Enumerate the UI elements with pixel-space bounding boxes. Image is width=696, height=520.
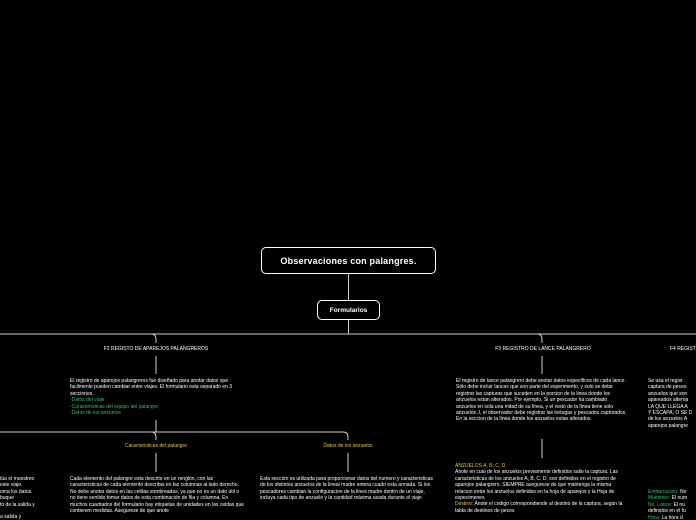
f4-items bbox=[648, 489, 696, 520]
f4-item-text: La hora d bbox=[661, 514, 683, 520]
f2-sub-anzuelos-text: Esta sección es utilizada para proporcionar datos del numero y caracteristicas de los distintos anzuelos de la lineal madre entera cuado esta armada. Si los pescadores cambian la configuracion de la linea madre dentro de un viaje, incluya cada tipo de anzuelo y la cantidad máxima usada durante el viaje bbox=[260, 476, 433, 502]
f4-item-label: Hora: bbox=[648, 514, 661, 520]
f4-item-label: Muestreo: bbox=[648, 495, 671, 502]
f4-item-text: definidos en el fu bbox=[648, 508, 686, 515]
root-title: Observaciones con palangres. bbox=[280, 255, 417, 266]
f4-item-text: No bbox=[679, 489, 687, 495]
root-node[interactable] bbox=[261, 247, 436, 274]
f3-destino-text: Anote el codigo correspondiende al destino de la captura, según la tabla de destinos de peces bbox=[455, 501, 623, 514]
f3-anzuelos-block bbox=[455, 463, 627, 520]
f2-sub-caracteristicas-title[interactable]: Caracteristicas del palangre bbox=[125, 443, 187, 449]
f2-item-caracteristicas: -Caracteristicas del equipo del palangre bbox=[70, 403, 159, 410]
formularios-node[interactable] bbox=[317, 300, 380, 320]
f4-item-text: El num bbox=[671, 495, 688, 502]
f2-desc-text: El registro de aparejos palangreros fue diseñado para anotar datos que facilmente pueden cambiar entre viajes. El formulario esta separado en 3 secciones, bbox=[70, 378, 233, 397]
f2-sub-caracteristicas-text: Cada elemento del palangre esta descrito en un renglón, con las caracteristicas de cada elemento descritas en las columnas al lado derecho. No debe anotar datos en las celdas sombreadas, ya que no es un dato útil o no tiene sentido tomar datos de esta combinación de fila y columna. En muchos cuadrados del formulario hay etiquetas de unidades en las celdas que contienen medidas. Asegurese de que anote bbox=[70, 476, 244, 515]
f2-item-anzuelos: -Datos de los anzuelos bbox=[70, 410, 121, 417]
formularios-label: Formularios bbox=[329, 306, 368, 314]
f4-item-label: No. Lance: bbox=[648, 501, 673, 508]
f4-item-hora bbox=[648, 515, 696, 520]
f3-description: El registro de lance palangrero debe anotar datos especificos de cada lance. Sólo debe incluir lances que son parte del experimento, y solo se debe registrar las capturas que suceden en la porcion de la linea donde los anzuelos estan alterados. Por ejemplo, Si un pescador ha cambiado anzuelos en sola una mitad de su línea, y el resto de la línea tiene solo anzuelos J, el observador debe registrar las tortugas y pescados capturados. En la seccion de la línea donde los anzuelos estan alterados. bbox=[456, 378, 627, 423]
f3-title[interactable]: F3 REGISTRO DE LANCE PALANGRERO bbox=[495, 346, 591, 352]
f3-anzuelos-text: Anote en cual de los anzuelos previamente definidos salio la captura. Las caracteristicas de los anzuelos A, B, C, D, son definidos en el registro de aparejos palangrero. SIEMPRE asegurese de que mantenga la misma relacion entre los anzuelos definidos en la hoja de aparejos y la Hoja de especimenes bbox=[455, 469, 618, 502]
f2-item-datos-viaje: -Datos del viaje bbox=[70, 397, 105, 404]
f4-title[interactable]: F4 REGIST bbox=[670, 346, 696, 352]
left-fragment-text: túa el muestreo este viaje. oma los datos. buque to de la salida y a salida y bbox=[0, 476, 35, 520]
f4-item-text: El nu bbox=[673, 501, 685, 508]
f2-description bbox=[70, 378, 242, 416]
f2-title[interactable]: F2 REGISTO DE APAREJOS PALANGREROS bbox=[103, 346, 209, 352]
f4-item-label: Embarcación: bbox=[648, 489, 679, 495]
f2-sub-anzuelos-title[interactable]: Datos de los anzuelos bbox=[323, 443, 373, 449]
f3-destino bbox=[455, 501, 627, 514]
f4-description: Se usa el regist captura de peces anzuelos que son apareados alterna LA QUE LLEGA A Y ESCAPA, O SE D de los anzuelos A aparejos palangre bbox=[648, 378, 693, 429]
f3-destino-label: Destino: bbox=[455, 501, 474, 508]
f3-anzuelos-title: ANZUELOS A, B, C, D. bbox=[455, 463, 507, 469]
